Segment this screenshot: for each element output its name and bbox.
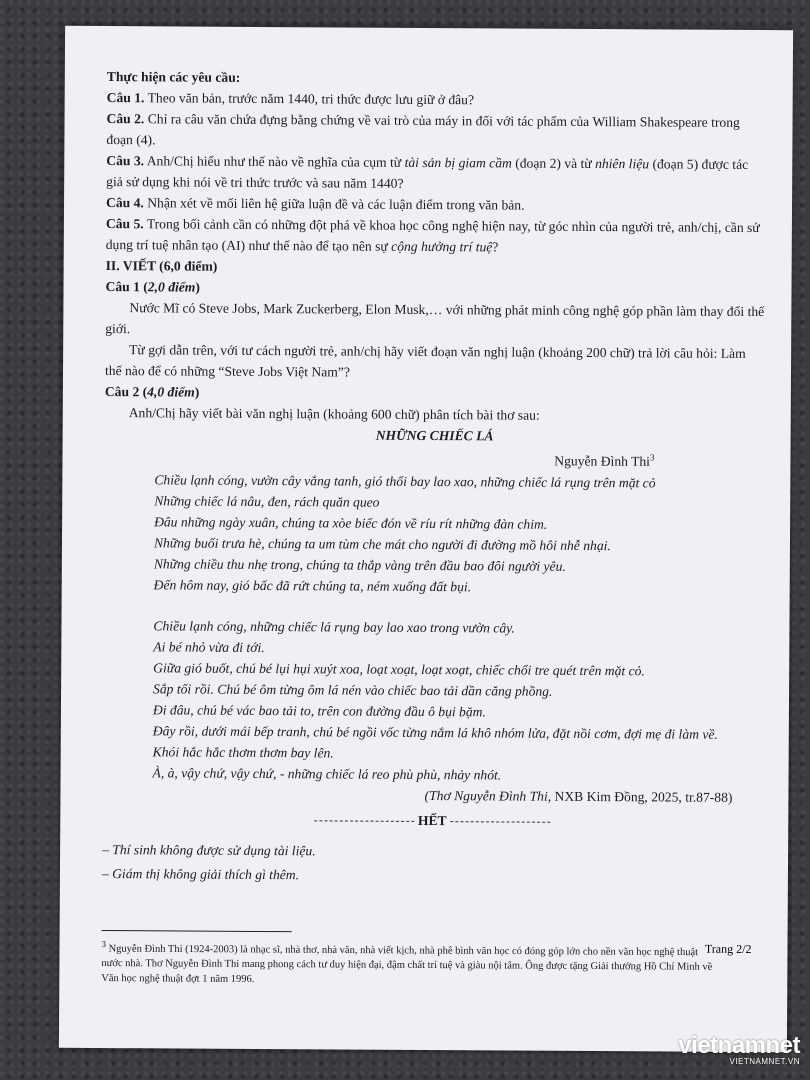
watermark-domain: VIETNAMNET.VN (729, 1057, 800, 1066)
author-name: Nguyễn Đình Thi (554, 453, 651, 469)
task-label: Câu 4. (106, 195, 144, 211)
q1-points: 2,0 điểm (147, 279, 196, 295)
task-text: (đoạn 2) và từ (511, 155, 596, 172)
paper-content (101, 66, 767, 990)
task-label: Câu 5. (105, 216, 144, 232)
task-text: ? (492, 239, 499, 255)
poem-line: Đây rồi, dưới mái bếp tranh, chú bé ngồi vốc từng nắm lá khô nhóm lửa, đặt nồi cơm, đợi mẹ đi làm về. (152, 722, 718, 742)
task-italic-term: tài sản bị giam cầm (404, 154, 512, 171)
poem-line: Đến hôm nay, gió bấc đã rứt chúng ta, ném xuống đất bụi. (153, 576, 472, 594)
task-label: Câu 3. (106, 153, 145, 169)
poem-line: Chiều lạnh cóng, những chiếc lá rụng bay lao xao trong vườn cây. (153, 617, 515, 636)
dashed-rule (451, 821, 551, 823)
footnote-mark: 3 (101, 938, 107, 949)
footnote-rule (102, 930, 292, 932)
page-number: Trang 2/2 (704, 941, 752, 956)
q2-paragraph: Anh/Chị hãy viết bài văn nghị luận (khoảng 600 chữ) phân tích bài thơ sau: (128, 405, 540, 423)
exam-paper-sheet (59, 26, 793, 1052)
q1-close: ) (195, 279, 200, 295)
poem-line: Ai bé nhỏ vừa đi tới. (153, 638, 265, 655)
footnote (101, 937, 721, 990)
end-mark-text: HẾT (417, 812, 447, 828)
task-item-5 (106, 213, 766, 259)
source-italic: (Thơ Nguyễn Đình Thi (424, 787, 548, 804)
poem-line: Chiều lạnh cóng, vườn cây vắng tanh, gió thổi bay lao xao, những chiếc lá rụng trên mặt cỏ (154, 471, 656, 490)
end-mark (102, 808, 762, 833)
q2-close: ) (194, 384, 200, 400)
poem-line: Đâu những ngày xuân, chúng ta xòe biếc đón về ríu rít những đàn chim. (154, 513, 548, 532)
task-label: Câu 1. (106, 90, 145, 106)
writing-heading: II. VIẾT (6,0 điểm) (105, 258, 218, 274)
poem-line: Những buổi trưa hè, chúng ta um tùm che mát cho người đi đường mồ hôi nhễ nhại. (153, 534, 611, 553)
dashed-rule (314, 820, 414, 822)
task-text: (đoạn 5) được tác giả sử dụng khi nói về tri thức trước và sau năm 1440? (106, 156, 749, 191)
task-item-2 (106, 108, 766, 154)
exam-notes (102, 839, 762, 888)
poem-line: Những chiều thu nhẹ trong, chúng ta thắp vàng trên đầu bao đôi người yêu. (153, 555, 566, 574)
task-italic-term: cộng hưởng trí tuệ (391, 238, 493, 255)
poem-source (102, 783, 762, 808)
note-line: – Giám thị không giải thích gì thêm. (101, 865, 300, 882)
task-italic-term: nhiên liệu (595, 156, 650, 172)
tasks-heading: Thực hiện các yêu cầu: (106, 69, 241, 85)
poem-stanza-2 (103, 615, 764, 787)
task-text: Chỉ ra câu văn chứa đựng bằng chứng về vai trò của máy in đối với tác phẩm của William Shakespeare trong đoạn (4). (106, 111, 740, 148)
author-footnote-mark: 3 (649, 452, 655, 463)
q2-points: 4,0 điểm (147, 384, 195, 400)
task-text: Theo văn bản, trước năm 1440, tri thức được lưu giữ ở đâu? (147, 90, 475, 108)
poem-line: Khói hắc hắc thơm thơm bay lên. (152, 743, 334, 760)
note-line: – Thí sinh không được sử dụng tài liệu. (102, 841, 316, 858)
watermark-brand: vietnamnet (678, 1032, 800, 1059)
q1-paragraph-2: Từ gợi dẫn trên, với tư cách người trẻ, anh/chị hãy viết đoạn văn nghị luận (khoảng 200 chữ) trả lời câu hỏi: Làm thế nào để có những “Steve Jobs Việt Nam”? (104, 342, 746, 380)
q1-paragraph-1: Nước Mĩ có Steve Jobs, Mark Zuckerberg, Elon Musk,… với những phát minh công nghệ góp phần làm thay đổi thế giới. (105, 300, 765, 337)
q2-label: Câu 2 ( (104, 384, 148, 400)
poem-line: Sắp tối rồi. Chú bé ôm từng ôm lá nén vào chiếc bao tải dần căng phồng. (153, 680, 553, 699)
poem-line: Đi đâu, chú bé vác bao tải to, trên con đường đầu ô bụi bặm. (152, 701, 486, 719)
task-text: Nhận xét về mối liên hệ giữa luận đề và các luận điểm trong văn bản. (147, 195, 525, 213)
poem-line: Những chiếc lá nâu, đen, rách quăn queo (154, 492, 380, 510)
poem-line: Giữa gió buốt, chú bé lụi hụi xuýt xoa, loạt xoạt, loạt xoạt, chiếc chổi tre quét trên mặt cỏ. (153, 659, 645, 678)
footnote-text: Nguyễn Đình Thi (1924-2003) là nhạc sĩ, nhà thơ, nhà văn, nhà viết kịch, nhà phê bình văn học có đóng góp lớn cho nền văn học nghệ thuật nước nhà. Thơ Nguyễn Đình Thi mang phong cách tư duy hiện đại, đậm chất trí tuệ và giàu nội tâm. Ông được tặng Giải thưởng Hồ Chí Minh về Văn học nghệ thuật đợt 1 năm 1996. (101, 943, 713, 985)
task-item-3 (106, 150, 766, 196)
q1-label: Câu 1 ( (105, 279, 148, 295)
poem-stanza-1 (104, 469, 765, 599)
poem-title: NHỮNG CHIẾC LÁ (375, 427, 494, 444)
task-text: Trong bối cảnh cần có những đột phá về khoa học công nghệ hiện nay, từ góc nhìn của người trẻ, anh/chị, cần sử dụng trí tuệ nhân tạo (AI) như thế nào để tạo nên sự (105, 216, 760, 254)
poem-line: À, à, vậy chứ, vậy chứ, - những chiếc lá reo phù phù, nhảy nhót. (152, 764, 502, 782)
task-text: Anh/Chị hiểu như thế nào về nghĩa của cụm từ (146, 153, 405, 170)
vietnamnet-watermark (678, 1032, 800, 1066)
task-label: Câu 2. (106, 111, 145, 127)
source-rest: , NXB Kim Đồng, 2025, tr.87-88) (547, 788, 733, 805)
